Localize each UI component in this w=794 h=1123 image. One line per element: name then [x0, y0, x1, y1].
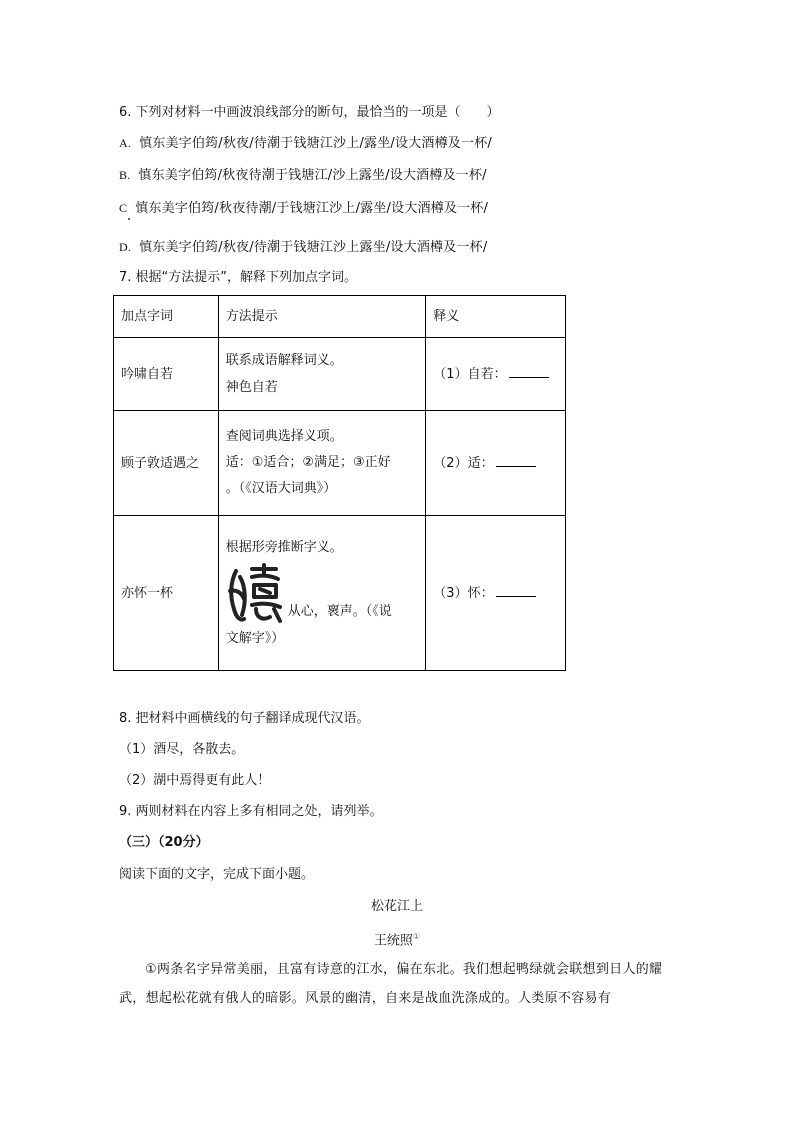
- method-cell: [218, 338, 426, 411]
- method-cell: [218, 411, 426, 516]
- author-name: 王统照: [373, 933, 413, 949]
- question-9-stem: 9. 两则材料在内容上多有相同之处，请列举。: [119, 804, 383, 819]
- option-b: [119, 166, 487, 185]
- question-8-item: （1）酒尽，各散去。: [119, 742, 245, 757]
- option-a: [119, 134, 492, 153]
- option-letter: C: [119, 201, 128, 215]
- header-cell: 释义: [426, 296, 566, 338]
- table-row: [114, 411, 566, 516]
- word-cell: 吟啸自若: [114, 338, 219, 411]
- method-line: 。（《汉语大词典》）: [225, 481, 337, 496]
- question-8-stem: 8. 把材料中画横线的句子翻译成现代汉语。: [119, 711, 370, 726]
- footnote-marker: ①: [412, 932, 421, 941]
- method-table: [113, 295, 566, 671]
- option-d: [119, 238, 487, 257]
- section-heading: （三）（20分）: [119, 835, 209, 850]
- table-row: [114, 516, 566, 671]
- option-letter: D.: [119, 240, 132, 254]
- option-c: [119, 199, 488, 218]
- option-letter: B.: [119, 168, 131, 182]
- meaning-label: （1）自若：: [433, 366, 507, 382]
- table-row: [114, 338, 566, 411]
- article-paragraph: ①两条名字异常美丽，且富有诗意的江水，偏在东北。我们想起鸭绿就会联想到日人的耀武，想起松花就有俄人的暗影。风景的幽清，自来是战血洗涤成的。人类原不容易有: [119, 962, 663, 1006]
- answer-blank[interactable]: [496, 454, 536, 467]
- method-line: 从心，褱声。（《说: [287, 604, 392, 619]
- answer-blank[interactable]: [496, 584, 536, 597]
- meaning-cell: [426, 338, 566, 411]
- method-line: 神色自若: [225, 380, 278, 395]
- method-cell: [218, 516, 426, 671]
- method-line: 适：①适合；②满足；③正好: [225, 455, 391, 470]
- option-text: 慎东美字伯筠/秋夜待潮/于钱塘江沙上/露坐/设大酒樽及一杯/: [135, 201, 489, 216]
- header-cell: 方法提示: [218, 296, 426, 338]
- method-line: 查阅词典选择义项。: [225, 429, 343, 444]
- option-text: 慎东美字伯筠/秋夜/待潮于钱塘江沙上/露坐/设大酒樽及一杯/: [139, 136, 492, 151]
- meaning-cell: [426, 516, 566, 671]
- question-8-item: （2）湖中焉得更有此人！: [119, 773, 271, 788]
- method-line: 联系成语解释词义。: [225, 353, 343, 368]
- header-cell: 加点字词: [114, 296, 219, 338]
- question-6-stem: 6. 下列对材料一中画波浪线部分的断句，最恰当的一项是（ ）: [119, 105, 500, 120]
- option-text: 慎东美字伯筠/秋夜待潮于钱塘江/沙上露坐/设大酒樽及一杯/: [138, 168, 487, 183]
- meaning-cell: [426, 411, 566, 516]
- option-text: 慎东美字伯筠/秋夜/待潮于钱塘江沙上露坐/设大酒樽及一杯/: [139, 240, 488, 255]
- word-cell: 亦怀一杯: [114, 516, 219, 671]
- meaning-label: （2）适：: [433, 455, 494, 471]
- method-line: 根据形旁推断字义。: [225, 540, 343, 555]
- stray-dot-mark: [128, 218, 130, 220]
- meaning-label: （3）怀：: [433, 585, 494, 601]
- seal-script-character-image: [226, 563, 286, 625]
- method-line: 文解字》）: [225, 631, 285, 646]
- article-title: 松花江上: [370, 899, 423, 914]
- reading-instruction: 阅读下面的文字，完成下面小题。: [119, 867, 315, 882]
- option-letter: A.: [119, 136, 132, 150]
- article-author: [0, 928, 794, 950]
- word-cell: 顾子敦适遇之: [114, 411, 219, 516]
- seal-row: [226, 563, 419, 625]
- table-header-row: [114, 296, 566, 338]
- question-7-stem: 7. 根据“方法提示”，解释下列加点字词。: [119, 270, 358, 285]
- answer-blank[interactable]: [509, 365, 549, 378]
